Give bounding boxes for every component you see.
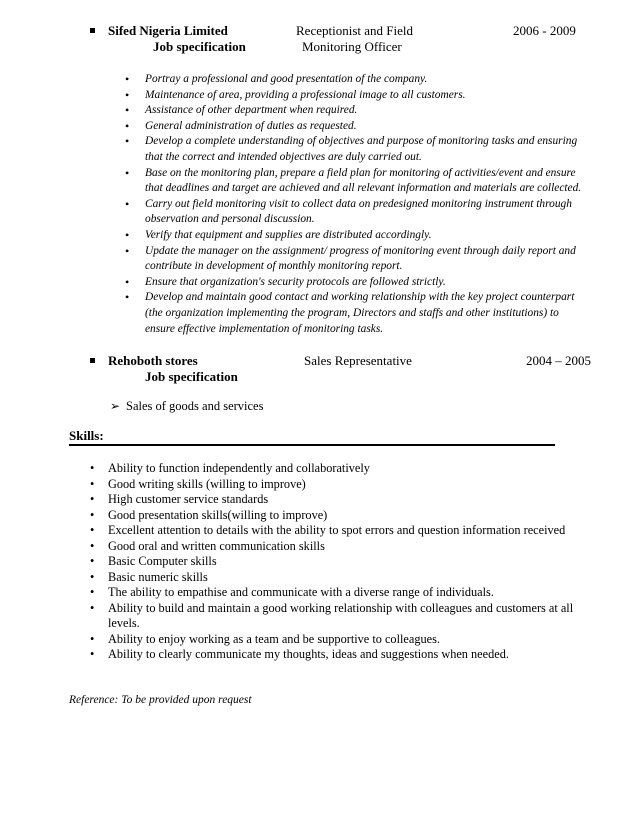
list-item: • Carry out field monitoring visit to collect data on predesigned monitoring instrument through observation and personal discussion. xyxy=(110,197,590,228)
job2-duty-text: Sales of goods and services xyxy=(126,399,264,413)
square-bullet-icon xyxy=(90,28,95,33)
list-item: • Ability to function independently and collaboratively xyxy=(90,461,600,477)
job1-role-line1: Receptionist and Field xyxy=(296,23,413,38)
list-item: • Good writing skills (willing to improve) xyxy=(90,477,600,493)
list-item: • Ensure that organization's security protocols are followed strictly. xyxy=(110,275,590,291)
list-item: • Excellent attention to details with the ability to spot errors and question information received xyxy=(90,523,600,539)
job1-role-line2: Monitoring Officer xyxy=(302,39,402,54)
list-item: • Ability to clearly communicate my thoughts, ideas and suggestions when needed. xyxy=(90,647,600,663)
job2-role: Sales Representative xyxy=(304,353,412,368)
list-item: • General administration of duties as requested. xyxy=(110,119,590,135)
list-item: • The ability to empathise and communicate with a diverse range of individuals. xyxy=(90,585,600,601)
skills-heading: Skills: xyxy=(69,428,104,443)
list-item: • Good presentation skills(willing to improve) xyxy=(90,508,600,524)
list-item: • Ability to build and maintain a good working relationship with colleagues and customers at all levels. xyxy=(90,601,600,632)
job1-dates: 2006 - 2009 xyxy=(513,23,576,38)
job2-spec-label: Job specification xyxy=(145,369,238,384)
job1-duties-list xyxy=(110,72,590,337)
list-item: • Basic numeric skills xyxy=(90,570,600,586)
list-item: • Develop a complete understanding of objectives and purpose of monitoring tasks and ensuring that the correct and intended objectives are duly carried out. xyxy=(110,134,590,165)
arrow-bullet-icon: ➢ xyxy=(110,399,121,413)
list-item: • Update the manager on the assignment/ progress of monitoring event through daily report and contribute in development of monthly monitoring report. xyxy=(110,244,590,275)
list-item: • Basic Computer skills xyxy=(90,554,600,570)
skills-list xyxy=(90,461,600,663)
list-item: • Assistance of other department when required. xyxy=(110,103,590,119)
reference-note: Reference: To be provided upon request xyxy=(69,694,252,706)
job1-spec-label: Job specification xyxy=(153,39,246,54)
list-item: • Maintenance of area, providing a professional image to all customers. xyxy=(110,88,590,104)
job1-company: Sifed Nigeria Limited xyxy=(108,23,228,38)
list-item: • Verify that equipment and supplies are distributed accordingly. xyxy=(110,228,590,244)
list-item: • Portray a professional and good presentation of the company. xyxy=(110,72,590,88)
divider xyxy=(69,444,555,446)
job2-company: Rehoboth stores xyxy=(108,353,198,368)
list-item: • Ability to enjoy working as a team and be supportive to colleagues. xyxy=(90,632,600,648)
list-item: • Develop and maintain good contact and working relationship with the key project counterpart (the organization implementing the program, Directors and staffs and other institutions) to ensure effective implementation of monitoring tasks. xyxy=(110,290,590,337)
job2-dates: 2004 – 2005 xyxy=(526,353,591,368)
list-item: • Good oral and written communication skills xyxy=(90,539,600,555)
square-bullet-icon xyxy=(90,358,95,363)
list-item: • High customer service standards xyxy=(90,492,600,508)
list-item: • Base on the monitoring plan, prepare a field plan for monitoring of activities/event and ensure that deadlines and target are achieved and all relevant information and materials are collected. xyxy=(110,166,590,197)
